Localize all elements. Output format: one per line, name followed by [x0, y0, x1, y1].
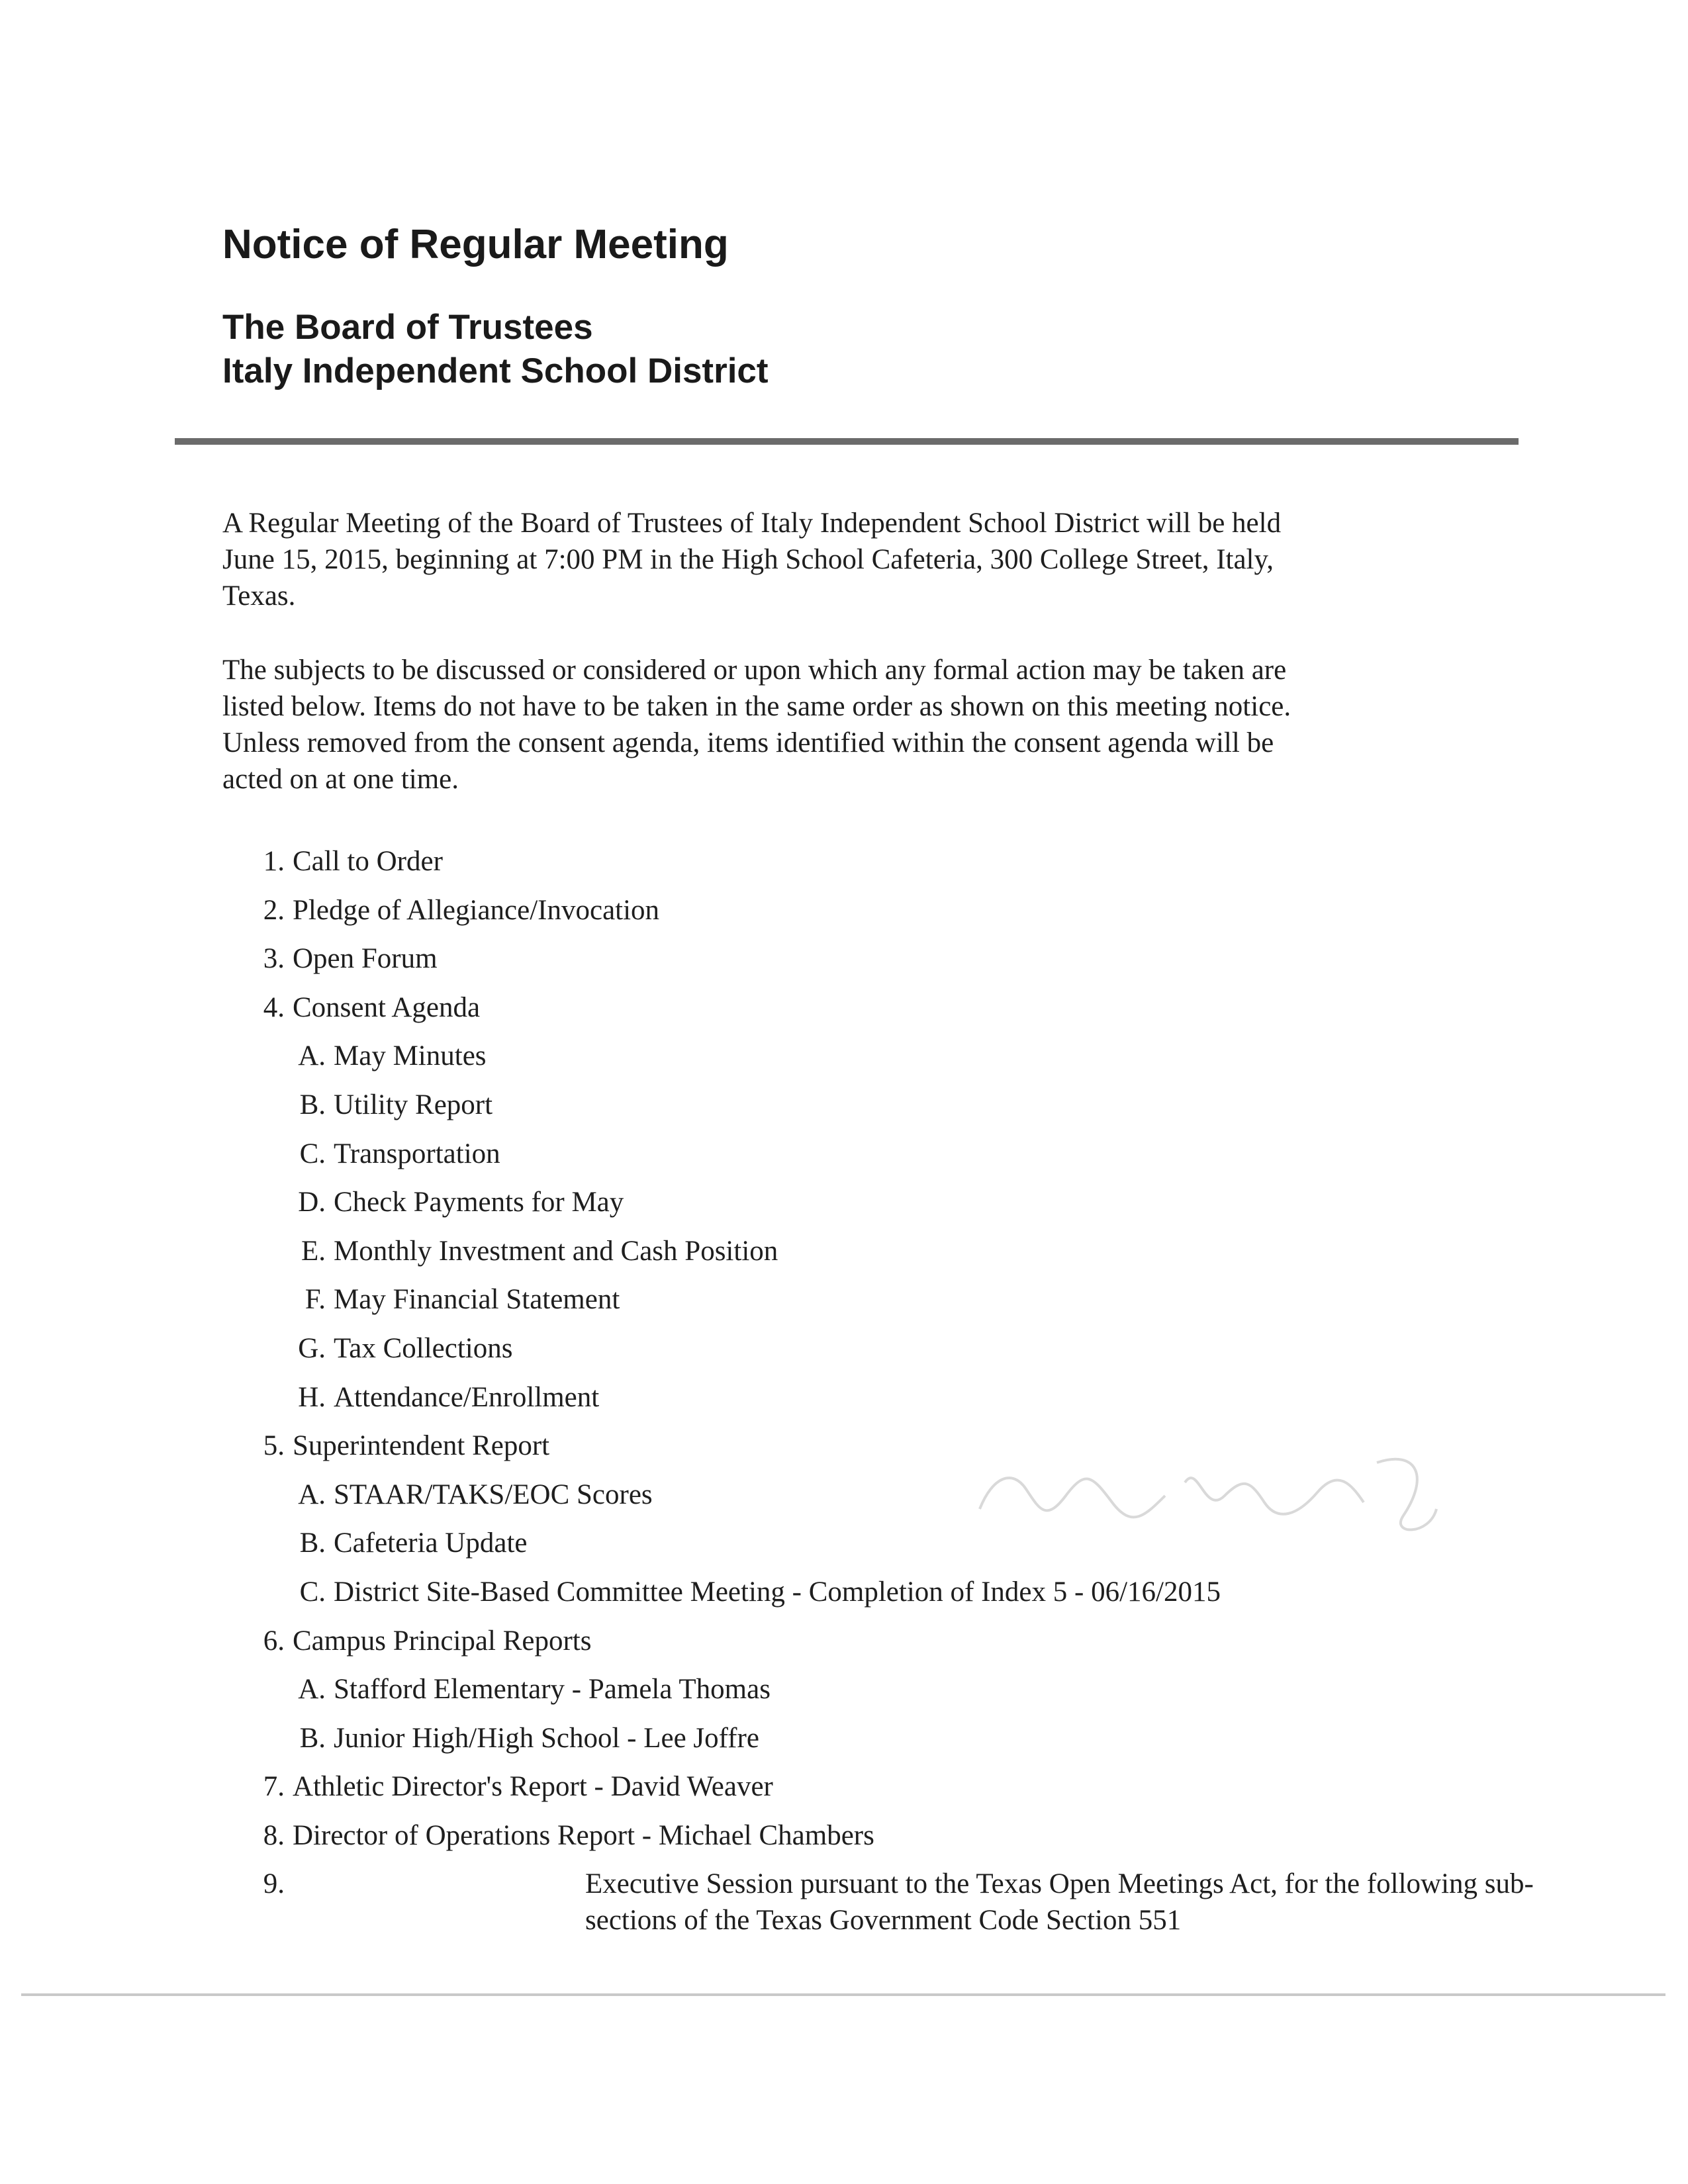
agenda-subitem-marker: D. [298, 1187, 326, 1218]
agenda-subitem-text: Transportation [334, 1138, 500, 1169]
paragraph-line: acted on at one time. [222, 764, 459, 795]
paragraph-line: listed below. Items do not have to be taken in the same order as shown on this meeting notice. [222, 691, 1291, 722]
board-heading-line-1: The Board of Trustees [222, 308, 593, 347]
agenda-subitem [0, 1081, 1688, 1130]
agenda-subitem-marker: F. [305, 1284, 326, 1316]
agenda-subitem-marker: B. [299, 1089, 326, 1120]
agenda-subitem-text: May Financial Statement [334, 1284, 620, 1316]
header-divider [175, 438, 1519, 445]
agenda-item-marker: 1. [263, 846, 285, 877]
agenda-item [0, 983, 1688, 1032]
agenda-item-text: Open Forum [293, 943, 438, 975]
agenda-item-text: Call to Order [293, 846, 443, 877]
agenda-subitem-marker: B. [299, 1527, 326, 1559]
agenda-item [0, 1617, 1688, 1666]
meeting-details-paragraph [222, 505, 1460, 614]
agenda-subitem-marker: B. [299, 1722, 326, 1754]
agenda-subitem-marker: H. [298, 1381, 326, 1413]
agenda-subitem [0, 1227, 1688, 1276]
agenda-item-marker: 2. [263, 894, 285, 926]
agenda-item-text: Director of Operations Report - Michael Chambers [293, 1819, 874, 1851]
page-title: Notice of Regular Meeting [222, 222, 729, 267]
agenda-subitem-marker: A. [298, 1674, 326, 1706]
agenda-item-text: Consent Agenda [293, 991, 481, 1023]
agenda-item-marker: 3. [263, 943, 285, 975]
agenda-subitem-text: Check Payments for May [334, 1187, 624, 1218]
agenda-subitem-text: Monthly Investment and Cash Position [334, 1235, 778, 1267]
agenda-subitem-text: STAAR/TAKS/EOC Scores [334, 1479, 653, 1510]
agenda-item [0, 837, 1688, 886]
agenda-subitem [0, 1032, 1688, 1081]
paragraph-line: The subjects to be discussed or considered or upon which any formal action may be taken are [222, 655, 1287, 686]
footer-divider [21, 1993, 1665, 1996]
agenda-subitem-marker: G. [298, 1332, 326, 1364]
agenda-item-marker: 8. [263, 1819, 285, 1851]
agenda-subitem [0, 1275, 1688, 1324]
agenda-item [0, 886, 1688, 935]
agenda-item [0, 1811, 1688, 1860]
agenda-subitem-marker: C. [299, 1138, 326, 1169]
agenda-subitem-marker: E. [301, 1235, 326, 1267]
agenda-list [0, 837, 1688, 1938]
agenda-item-marker: 4. [263, 991, 285, 1023]
agenda-subitem [0, 1178, 1688, 1227]
board-heading-line-2: Italy Independent School District [222, 351, 769, 390]
agenda-item-marker: 9. [263, 1868, 285, 1900]
agenda-item-text-line: sections of the Texas Government Code Section 551 [585, 1905, 1182, 1936]
agenda-item-marker: 6. [263, 1625, 285, 1657]
agenda-item-text [585, 1866, 1688, 1938]
agenda-item-text: Athletic Director's Report - David Weaver [293, 1771, 773, 1803]
agenda-subitem [0, 1324, 1688, 1373]
agenda-subitem-text: Tax Collections [334, 1332, 513, 1364]
agenda-item-text-line: Executive Session pursuant to the Texas Open Meetings Act, for the following sub- [585, 1868, 1534, 1900]
agenda-subitem-marker: A. [298, 1040, 326, 1072]
agenda-item [0, 1762, 1688, 1811]
agenda-item-marker: 5. [263, 1430, 285, 1462]
agenda-subitem-text: Stafford Elementary - Pamela Thomas [334, 1674, 771, 1706]
agenda-item-text: Campus Principal Reports [293, 1625, 592, 1657]
agenda-subitem-marker: A. [298, 1479, 326, 1510]
agenda-subitem [0, 1373, 1688, 1422]
agenda-subitem-text: District Site-Based Committee Meeting - Completion of Index 5 - 06/16/2015 [334, 1576, 1221, 1608]
agenda-subitem [0, 1130, 1688, 1179]
agenda-item [0, 934, 1688, 983]
agenda-subitem-text: Cafeteria Update [334, 1527, 528, 1559]
agenda-subitem-text: Attendance/Enrollment [334, 1381, 600, 1413]
subjects-paragraph [222, 652, 1460, 797]
agenda-subitem-text: May Minutes [334, 1040, 487, 1072]
agenda-subitem-text: Junior High/High School - Lee Joffre [334, 1722, 759, 1754]
agenda-subitem [0, 1568, 1688, 1617]
agenda-subitem-text: Utility Report [334, 1089, 493, 1120]
board-heading [222, 306, 769, 393]
agenda-item-text: Superintendent Report [293, 1430, 550, 1462]
agenda-subitem-marker: C. [299, 1576, 326, 1608]
agenda-item-text: Pledge of Allegiance/Invocation [293, 894, 660, 926]
agenda-subitem [0, 1665, 1688, 1714]
faint-signature [966, 1436, 1443, 1542]
paragraph-line: Texas. [222, 580, 296, 612]
agenda-item-marker: 7. [263, 1771, 285, 1803]
paragraph-line: June 15, 2015, beginning at 7:00 PM in the High School Cafeteria, 300 College Street, Italy, [222, 544, 1274, 575]
paragraph-line: A Regular Meeting of the Board of Trustees of Italy Independent School District will be held [222, 508, 1282, 539]
agenda-subitem [0, 1714, 1688, 1763]
paragraph-line: Unless removed from the consent agenda, items identified within the consent agenda will be [222, 727, 1274, 758]
agenda-item [0, 1860, 1688, 1938]
